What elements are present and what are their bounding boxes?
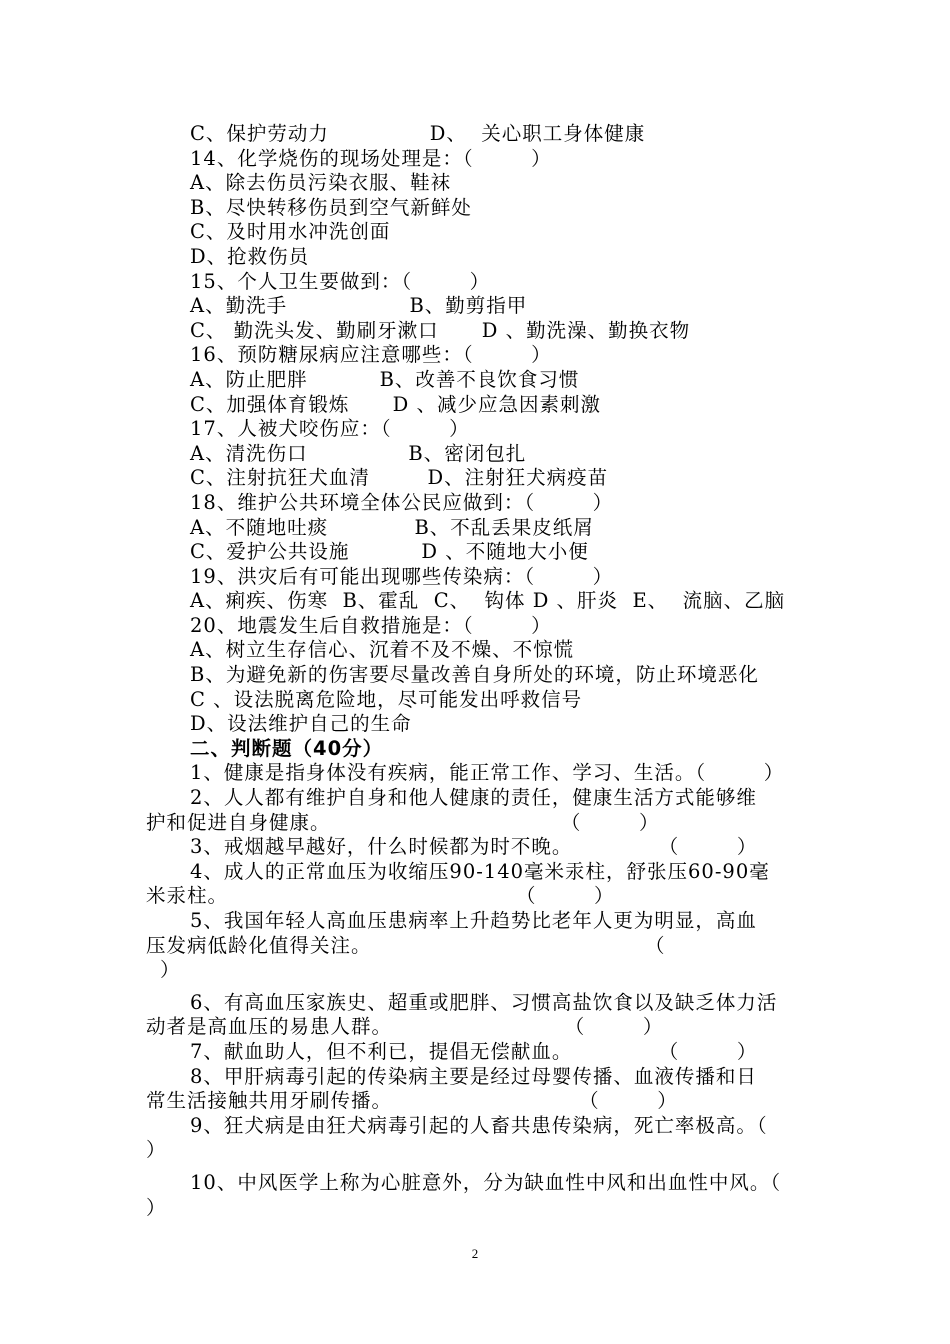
judgement-1: 1、健康是指身体没有疾病，能正常工作、学习、生活。（ ） (190, 761, 785, 785)
judgement-9-bracket: ） (146, 1138, 167, 1162)
multiple-choice-section (146, 122, 810, 737)
judgement-2: 2、人人都有维护自身和他人健康的责任，健康生活方式能够维 (190, 786, 757, 810)
judgement-9: 9、狂犬病是由狂犬病毒引起的人畜共患传染病，死亡率极高。（ (190, 1113, 768, 1137)
question-17: 17、人被犬咬伤应：（ ） (190, 417, 470, 441)
option-line: B、为避免新的伤害要尽量改善自身所处的环境，防止环境恶化 (190, 663, 759, 687)
page-number: 2 (471, 1246, 479, 1261)
question-14: 14、化学烧伤的现场处理是：（ ） (190, 146, 552, 170)
option-line: C、加强体育锻炼 D 、减少应急因素刺激 (190, 392, 601, 416)
option-line: A、勤洗手 B、勤剪指甲 (190, 294, 528, 318)
judgement-6: 6、有高血压家族史、超重或肥胖、习惯高盐饮食以及缺乏体力活 (190, 990, 778, 1014)
judgement-3: 3、戒烟越早越好，什么时候都为时不晚。 （ ） (190, 835, 758, 859)
option-line: A、痢疾、伤寒 B、霍乱 C、 钩体 D 、肝炎 E、 流脑、乙脑 (190, 589, 786, 613)
judgement-5: 5、我国年轻人高血压患病率上升趋势比老年人更为明显，高血 (190, 909, 757, 932)
option-line: D、设法维护自己的生命 (190, 712, 412, 736)
question-18: 18、维护公共环境全体公民应做到：（ ） (190, 490, 614, 514)
option-line: C、及时用水冲洗创面 (190, 220, 391, 244)
judgement-7: 7、献血助人，但不利已，提倡无偿献血。 （ ） (190, 1039, 758, 1063)
judgement-4: 4、成人的正常血压为收缩压90-140毫米汞柱，舒张压60-90毫 (190, 859, 770, 883)
option-line: C、 勤洗头发、勤刷牙漱口 D 、勤洗澡、勤换衣物 (190, 318, 691, 342)
judgement-10: 10、中风医学上称为心脏意外，分为缺血性中风和出血性中风。（ (190, 1170, 782, 1194)
judgement-10-bracket: ） (146, 1195, 167, 1219)
judgement-4-cont: 米汞柱。 （ ） (146, 884, 615, 908)
option-line: A、不随地吐痰 B、不乱丢果皮纸屑 (190, 515, 594, 539)
text-line: C、保护劳动力 D、 关心职工身体健康 (190, 122, 646, 145)
option-line: C、注射抗狂犬血清 D、注射狂犬病疫苗 (190, 466, 609, 490)
question-20: 20、地震发生后自救措施是：（ ） (190, 613, 552, 637)
option-line: C、爱护公共设施 D 、不随地大小便 (190, 540, 589, 564)
option-line: A、除去伤员污染衣服、鞋袜 (190, 171, 452, 195)
section-2-heading: 二、判断题（40分） (190, 736, 384, 760)
question-16: 16、预防糖尿病应注意哪些：（ ） (190, 343, 552, 367)
option-line: A、清洗伤口 B、密闭包扎 (190, 441, 527, 465)
option-line: D、抢救伤员 (190, 244, 310, 268)
judgement-5-bracket: ） (160, 958, 181, 982)
option-line: A、防止肥胖 B、改善不良饮食习惯 (190, 367, 580, 391)
question-19: 19、洪灾后有可能出现哪些传染病：（ ） (190, 564, 614, 588)
judgement-2-cont: 护和促进自身健康。 （ ） (146, 810, 660, 834)
judgement-6-cont: 动者是高血压的易患人群。 （ ） (146, 1015, 664, 1039)
judgement-8-cont: 常生活接触共用牙刷传播。 （ ） (146, 1089, 678, 1113)
judgement-section (146, 761, 810, 1220)
judgement-5-cont: 压发病低龄化值得关注。 （ (146, 933, 666, 957)
option-line: B、尽快转移伤员到空气新鲜处 (190, 195, 472, 219)
option-line: C 、设法脱离危险地，尽可能发出呼救信号 (190, 687, 583, 711)
option-line: A、树立生存信心、沉着不及不燥、不惊慌 (190, 638, 575, 662)
page-content (146, 122, 810, 1220)
judgement-8: 8、甲肝病毒引起的传染病主要是经过母婴传播、血液传播和日 (190, 1064, 757, 1088)
question-15: 15、个人卫生要做到：（ ） (190, 269, 491, 293)
